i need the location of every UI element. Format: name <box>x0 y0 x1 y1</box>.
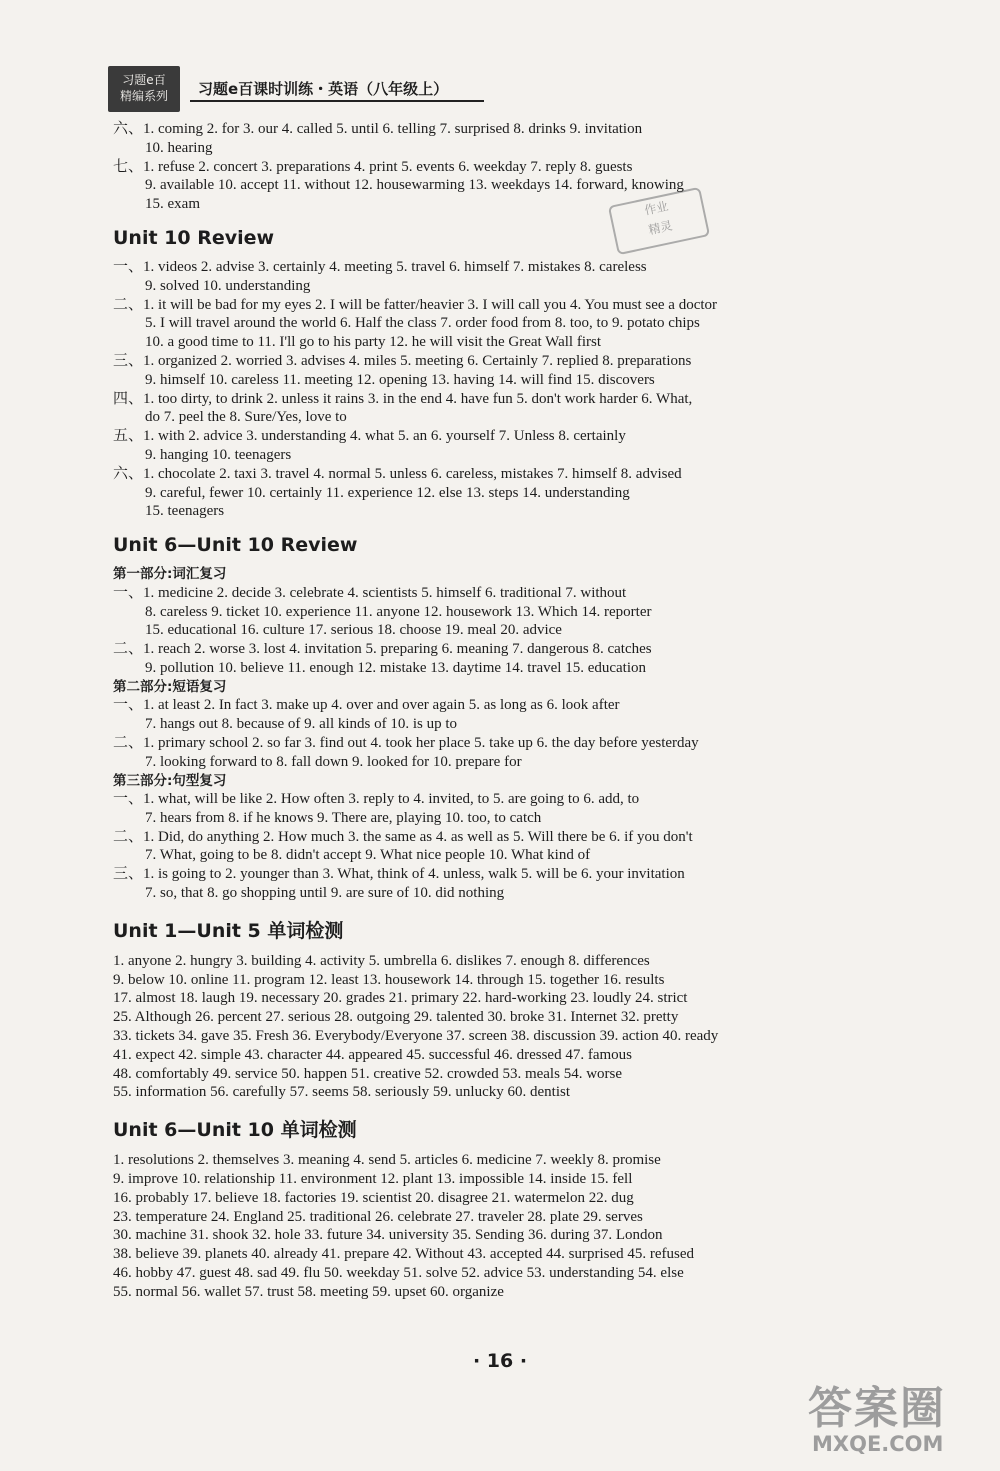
answer-line: 9. below 10. online 11. program 12. least 13. housework 14. through 15. together 16. results <box>113 971 665 988</box>
section-unit1-5-words <box>113 952 933 1102</box>
series-logo <box>108 66 180 112</box>
answer-line: 25. Although 26. percent 27. serious 28. outgoing 29. talented 30. broke 31. Internet 32. pretty <box>113 1009 679 1026</box>
subsection-heading: 第三部分:句型复习 <box>113 772 227 789</box>
answer-line: 46. hobby 47. guest 48. sad 49. flu 50. weekday 51. solve 52. advice 53. understanding 54. else <box>113 1265 684 1282</box>
answer-line: 7. hangs out 8. because of 9. all kinds of 10. is up to <box>145 716 458 733</box>
answer-line: 9. solved 10. understanding <box>145 277 311 294</box>
series-logo-line1: 习题e百 <box>122 73 166 87</box>
answer-line: 33. tickets 34. gave 35. Fresh 36. Everybody/Everyone 37. screen 38. discussion 39. action 40. ready <box>113 1028 719 1045</box>
stamp-line1: 作业 <box>643 198 670 218</box>
section-title-unit1-5-words: Unit 1—Unit 5 单词检测 <box>113 919 344 942</box>
section-unit10-review <box>113 258 933 521</box>
section-unit9-tail <box>113 120 933 214</box>
answer-line: 一、1. medicine 2. decide 3. celebrate 4. scientists 5. himself 6. traditional 7. without <box>113 584 627 601</box>
header-divider <box>190 100 484 102</box>
watermark-logo: 答案圈 <box>808 1383 946 1434</box>
section-unit6-10-words <box>113 1151 933 1301</box>
answer-line: 15. exam <box>145 196 200 213</box>
answer-line: 9. himself 10. careless 11. meeting 12. opening 13. having 14. will find 15. discovers <box>145 371 655 388</box>
answer-line: 15. teenagers <box>145 503 225 520</box>
answer-line: 38. believe 39. planets 40. already 41. prepare 42. Without 43. accepted 44. surprised 45. refused <box>113 1246 695 1263</box>
series-logo-line2: 精编系列 <box>119 89 168 103</box>
answer-line: 二、1. reach 2. worse 3. lost 4. invitation 5. preparing 6. meaning 7. dangerous 8. catches <box>113 641 652 658</box>
answer-line: 一、1. at least 2. In fact 3. make up 4. over and over again 5. as long as 6. look after <box>113 697 620 714</box>
answer-line: 41. expect 42. simple 43. character 44. appeared 45. successful 46. dressed 47. famous <box>113 1046 633 1063</box>
section-title-unit6-10-words: Unit 6—Unit 10 单词检测 <box>113 1119 357 1142</box>
answer-line: do 7. peel the 8. Sure/Yes, love to <box>145 409 347 426</box>
answer-line: 7. looking forward to 8. fall down 9. looked for 10. prepare for <box>145 753 522 770</box>
answer-line: 7. hears from 8. if he knows 9. There are, playing 10. too, to catch <box>145 809 542 826</box>
answer-line: 5. I will travel around the world 6. Half the class 7. order food from 8. too, to 9. potato chips <box>145 315 700 332</box>
answer-line: 二、1. it will be bad for my eyes 2. I will be fatter/heavier 3. I will call you 4. You must see a doctor <box>113 296 718 313</box>
answer-line: 55. information 56. carefully 57. seems 58. seriously 59. unlucky 60. dentist <box>113 1084 571 1101</box>
answer-line: 48. comfortably 49. service 50. happen 51. creative 52. crowded 53. meals 54. worse <box>113 1065 623 1082</box>
answer-line: 六、1. coming 2. for 3. our 4. called 5. until 6. telling 7. surprised 8. drinks 9. invitation <box>113 121 643 137</box>
answer-line: 1. resolutions 2. themselves 3. meaning 4. send 5. articles 6. medicine 7. weekly 8. promise <box>113 1152 661 1169</box>
page-number: · 16 · <box>472 1350 528 1372</box>
answer-line: 9. hanging 10. teenagers <box>145 446 292 463</box>
answer-line: 16. probably 17. believe 18. factories 19. scientist 20. disagree 21. watermelon 22. dug <box>113 1189 634 1206</box>
answer-line: 7. so, that 8. go shopping until 9. are sure of 10. did nothing <box>145 885 505 902</box>
answer-line: 8. careless 9. ticket 10. experience 11. anyone 12. housework 13. Which 14. reporter <box>145 603 652 620</box>
answer-line: 三、1. is going to 2. younger than 3. What, think of 4. unless, walk 5. will be 6. your invitation <box>113 866 685 883</box>
answer-content <box>113 120 933 1302</box>
answer-line: 55. normal 56. wallet 57. trust 58. meeting 59. upset 60. organize <box>113 1283 504 1300</box>
subsection-heading: 第二部分:短语复习 <box>113 678 227 695</box>
answer-line: 23. temperature 24. England 25. traditional 26. celebrate 27. traveler 28. plate 29. serves <box>113 1208 643 1225</box>
section-unit6-10-review <box>113 565 933 903</box>
watermark-url: MXQE.COM <box>812 1432 944 1456</box>
subsection-heading: 第一部分:词汇复习 <box>113 566 227 583</box>
answer-line: 9. pollution 10. believe 11. enough 12. mistake 13. daytime 14. travel 15. education <box>145 659 647 676</box>
book-title: 习题e百课时训练・英语（八年级上） <box>198 80 449 98</box>
section-title-unit10-review: Unit 10 Review <box>113 226 275 249</box>
answer-line: 15. educational 16. culture 17. serious 18. choose 19. meal 20. advice <box>145 622 562 639</box>
answer-line: 一、1. videos 2. advise 3. certainly 4. meeting 5. travel 6. himself 7. mistakes 8. careless <box>113 258 647 275</box>
answer-line: 10. hearing <box>145 139 213 156</box>
answer-line: 7. What, going to be 8. didn't accept 9. What nice people 10. What kind of <box>145 847 591 864</box>
answer-line: 9. available 10. accept 11. without 12. housewarming 13. weekdays 14. forward, knowing <box>145 177 684 194</box>
answer-line: 二、1. primary school 2. so far 3. find out 4. took her place 5. take up 6. the day before yesterday <box>113 734 699 751</box>
answer-line: 五、1. with 2. advice 3. understanding 4. what 5. an 6. yourself 7. Unless 8. certainly <box>113 428 626 445</box>
answer-line: 17. almost 18. laugh 19. necessary 20. grades 21. primary 22. hard-working 23. loudly 24. strict <box>113 990 688 1007</box>
answer-line: 二、1. Did, do anything 2. How much 3. the same as 4. as well as 5. Will there be 6. if you don't <box>113 828 693 845</box>
answer-line: 9. careful, fewer 10. certainly 11. experience 12. else 13. steps 14. understanding <box>145 484 630 501</box>
answer-line: 1. anyone 2. hungry 3. building 4. activity 5. umbrella 6. dislikes 7. enough 8. differences <box>113 952 650 969</box>
answer-line: 四、1. too dirty, to drink 2. unless it rains 3. in the end 4. have fun 5. don't work harder 6. What, <box>113 390 693 407</box>
answer-line: 30. machine 31. shook 32. hole 33. future 34. university 35. Sending 36. during 37. London <box>113 1227 663 1244</box>
section-title-unit6-10-review: Unit 6—Unit 10 Review <box>113 534 358 557</box>
answer-line: 三、1. organized 2. worried 3. advises 4. miles 5. meeting 6. Certainly 7. replied 8. preparations <box>113 352 692 369</box>
answer-line: 六、1. chocolate 2. taxi 3. travel 4. normal 5. unless 6. careless, mistakes 7. himself 8. advised <box>113 465 682 482</box>
answer-line: 一、1. what, will be like 2. How often 3. reply to 4. invited, to 5. are going to 6. add, to <box>113 791 640 808</box>
answer-line: 9. improve 10. relationship 11. environment 12. plant 13. impossible 14. inside 15. fell <box>113 1171 633 1188</box>
answer-line: 10. a good time to 11. I'll go to his party 12. he will visit the Great Wall first <box>145 334 602 351</box>
answer-line: 七、1. refuse 2. concert 3. preparations 4. print 5. events 6. weekday 7. reply 8. guests <box>113 158 633 175</box>
stamp-line2: 精灵 <box>647 218 674 238</box>
